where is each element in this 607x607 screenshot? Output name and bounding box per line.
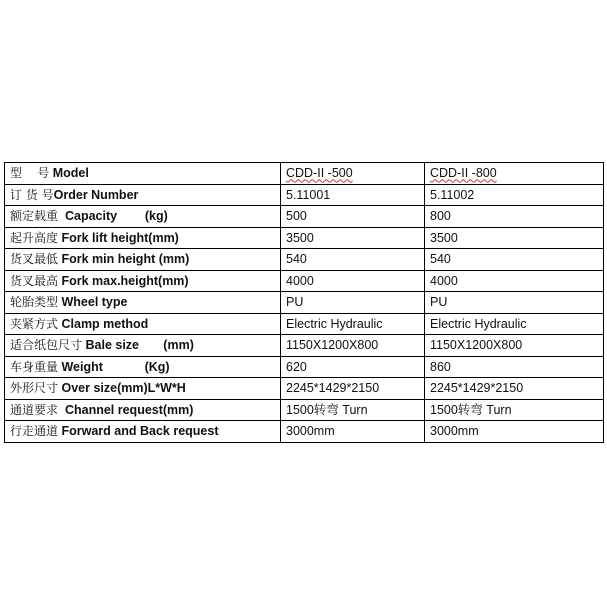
table-row xyxy=(5,292,604,314)
spec-label xyxy=(5,249,281,271)
cell-value: 4000 xyxy=(430,273,458,288)
spec-label xyxy=(5,399,281,421)
label-english: Order Number xyxy=(53,187,139,202)
spec-label xyxy=(5,421,281,443)
value-model-800 xyxy=(425,227,604,249)
spec-label xyxy=(5,313,281,335)
cell-value: 3000mm xyxy=(430,424,479,439)
table-row xyxy=(5,163,604,185)
spec-label xyxy=(5,292,281,314)
value-model-800 xyxy=(425,356,604,378)
value-model-800 xyxy=(425,249,604,271)
label-english: Fork lift height(mm) xyxy=(58,230,179,245)
spec-label xyxy=(5,378,281,400)
spec-label xyxy=(5,270,281,292)
value-model-500 xyxy=(281,335,425,357)
cell-value: 5.11001 xyxy=(286,187,331,202)
table-row xyxy=(5,227,604,249)
cell-value: 3500 xyxy=(286,230,314,245)
spec-label xyxy=(5,227,281,249)
cell-value: 540 xyxy=(430,252,451,267)
value-model-500 xyxy=(281,356,425,378)
spec-label xyxy=(5,356,281,378)
label-chinese: 车身重量 xyxy=(10,359,59,374)
cell-value: 500 xyxy=(286,209,307,224)
label-chinese: 额定载重 xyxy=(10,209,59,224)
value-model-500 xyxy=(281,270,425,292)
label-chinese: 型 号 xyxy=(10,166,50,181)
label-chinese: 起升高度 xyxy=(10,230,59,245)
cell-value: PU xyxy=(286,295,304,310)
cell-value: 2245*1429*2150 xyxy=(286,381,380,396)
table-row xyxy=(5,206,604,228)
value-model-800 xyxy=(425,378,604,400)
table-row xyxy=(5,356,604,378)
value-model-500 xyxy=(281,399,425,421)
cell-value: 540 xyxy=(286,252,307,267)
table-row xyxy=(5,399,604,421)
label-chinese: 货叉最高 xyxy=(10,273,59,288)
cell-value: CDD-II -800 xyxy=(430,166,497,181)
value-model-800 xyxy=(425,313,604,335)
label-english: Over size(mm)L*W*H xyxy=(58,381,186,396)
value-model-500 xyxy=(281,206,425,228)
value-model-800 xyxy=(425,335,604,357)
spec-label xyxy=(5,335,281,357)
label-chinese: 适合纸包尺寸 xyxy=(10,338,83,353)
table-row xyxy=(5,335,604,357)
label-chinese: 轮胎类型 xyxy=(10,295,59,310)
value-model-500 xyxy=(281,249,425,271)
cell-value: 3500 xyxy=(430,230,458,245)
spec-label xyxy=(5,163,281,185)
label-english: Capacity (kg) xyxy=(58,209,168,224)
label-english: Bale size (mm) xyxy=(82,338,194,353)
cell-value: 620 xyxy=(286,359,307,374)
label-english: Clamp method xyxy=(58,316,149,331)
label-english: Channel request(mm) xyxy=(58,402,194,417)
spec-table xyxy=(4,162,604,443)
value-model-800 xyxy=(425,206,604,228)
label-english: Fork min height (mm) xyxy=(58,252,190,267)
value-model-800 xyxy=(425,270,604,292)
value-model-500 xyxy=(281,163,425,185)
label-english: Forward and Back request xyxy=(58,424,219,439)
cell-value: 4000 xyxy=(286,273,314,288)
table-row xyxy=(5,249,604,271)
label-chinese: 订 货 号 xyxy=(10,187,54,202)
spec-label xyxy=(5,206,281,228)
cell-value: 1500转弯 Turn xyxy=(430,402,512,417)
label-chinese: 夹紧方式 xyxy=(10,316,59,331)
value-model-500 xyxy=(281,292,425,314)
table-row xyxy=(5,313,604,335)
label-chinese: 货叉最低 xyxy=(10,252,59,267)
value-model-500 xyxy=(281,184,425,206)
label-english: Weight (Kg) xyxy=(58,359,170,374)
cell-value: Electric Hydraulic xyxy=(286,316,383,331)
cell-value: 3000mm xyxy=(286,424,335,439)
value-model-800 xyxy=(425,163,604,185)
table-row xyxy=(5,378,604,400)
value-model-800 xyxy=(425,399,604,421)
cell-value: 860 xyxy=(430,359,451,374)
cell-value: Electric Hydraulic xyxy=(430,316,527,331)
cell-value: 2245*1429*2150 xyxy=(430,381,524,396)
cell-value: 1500转弯 Turn xyxy=(286,402,368,417)
spec-label xyxy=(5,184,281,206)
label-chinese: 外形尺寸 xyxy=(10,381,59,396)
table-row xyxy=(5,184,604,206)
value-model-500 xyxy=(281,313,425,335)
label-english: Model xyxy=(49,166,89,181)
table-row xyxy=(5,421,604,443)
value-model-800 xyxy=(425,292,604,314)
value-model-800 xyxy=(425,421,604,443)
cell-value: PU xyxy=(430,295,448,310)
cell-value: 1150X1200X800 xyxy=(430,338,523,353)
table-row xyxy=(5,270,604,292)
label-chinese: 通道要求 xyxy=(10,402,59,417)
cell-value: 800 xyxy=(430,209,451,224)
label-chinese: 行走通道 xyxy=(10,424,59,439)
value-model-500 xyxy=(281,378,425,400)
value-model-500 xyxy=(281,227,425,249)
value-model-500 xyxy=(281,421,425,443)
label-english: Wheel type xyxy=(58,295,128,310)
cell-value: CDD-II -500 xyxy=(286,166,353,181)
cell-value: 1150X1200X800 xyxy=(286,338,379,353)
label-english: Fork max.height(mm) xyxy=(58,273,189,288)
cell-value: 5.11002 xyxy=(430,187,475,202)
value-model-800 xyxy=(425,184,604,206)
